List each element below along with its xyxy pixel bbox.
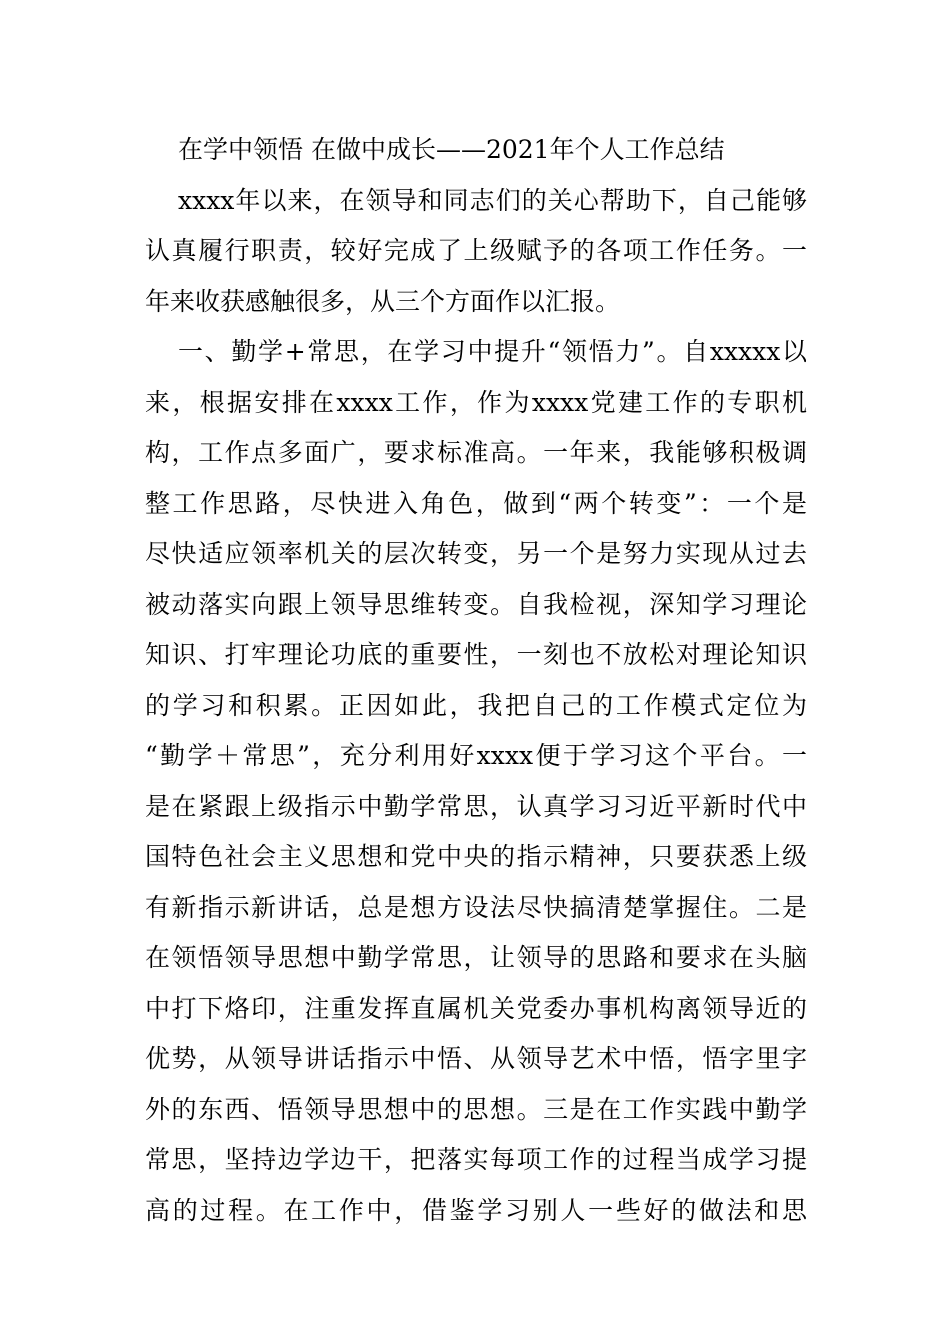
- paragraph-line: 有新指示新讲话，总是想方设法尽快搞清楚掌握住。二是: [145, 892, 807, 922]
- paragraph-line: 知识、打牢理论功底的重要性，一刻也不放松对理论知识: [145, 640, 807, 669]
- paragraph-line: 年来收获感触很多，从三个方面作以汇报。: [145, 286, 621, 316]
- paragraph-line: “勤学＋常思”，充分利用好xxxx便于学习这个平台。一: [145, 741, 807, 770]
- paragraph-line: xxxx年以来，在领导和同志们的关心帮助下，自己能够: [178, 185, 807, 215]
- paragraph-line: 常思，坚持边学边干，把落实每项工作的过程当成学习提: [145, 1145, 807, 1174]
- paragraph-line: 的学习和积累。正因如此，我把自己的工作模式定位为: [145, 690, 807, 720]
- paragraph-line: 来，根据安排在xxxx工作，作为xxxx党建工作的专职机: [145, 387, 807, 417]
- paragraph-line: 外的东西、悟领导思想中的思想。三是在工作实践中勤学: [145, 1094, 807, 1124]
- paragraph-line: 中打下烙印，注重发挥直属机关党委办事机构离领导近的: [145, 993, 807, 1023]
- paragraph-line: 国特色社会主义思想和党中央的指示精神，只要获悉上级: [145, 842, 807, 871]
- paragraph-line: 是在紧跟上级指示中勤学常思，认真学习习近平新时代中: [145, 791, 807, 821]
- paragraph-line: 构，工作点多面广，要求标准高。一年来，我能够积极调: [145, 438, 807, 467]
- paragraph-line: 优势，从领导讲话指示中悟、从领导艺术中悟，悟字里字: [145, 1044, 807, 1073]
- paragraph-line: 认真履行职责，较好完成了上级赋予的各项工作任务。一: [145, 236, 807, 265]
- paragraph-line: 被动落实向跟上领导思维转变。自我检视，深知学习理论: [145, 589, 807, 619]
- paragraph-line: 整工作思路，尽快进入角色，做到“两个转变”：一个是: [145, 488, 807, 518]
- document-title: 在学中领悟 在做中成长——2021年个人工作总结: [178, 135, 725, 164]
- paragraph-line: 在领悟领导思想中勤学常思，让领导的思路和要求在头脑: [145, 943, 807, 972]
- paragraph-line: 高的过程。在工作中，借鉴学习别人一些好的做法和思: [145, 1195, 807, 1225]
- paragraph-line: 尽快适应领率机关的层次转变，另一个是努力实现从过去: [145, 539, 807, 568]
- paragraph-line: 一、勤学+常思，在学习中提升“领悟力”。自xxxxx以: [178, 337, 807, 366]
- document-body: [145, 129, 807, 1240]
